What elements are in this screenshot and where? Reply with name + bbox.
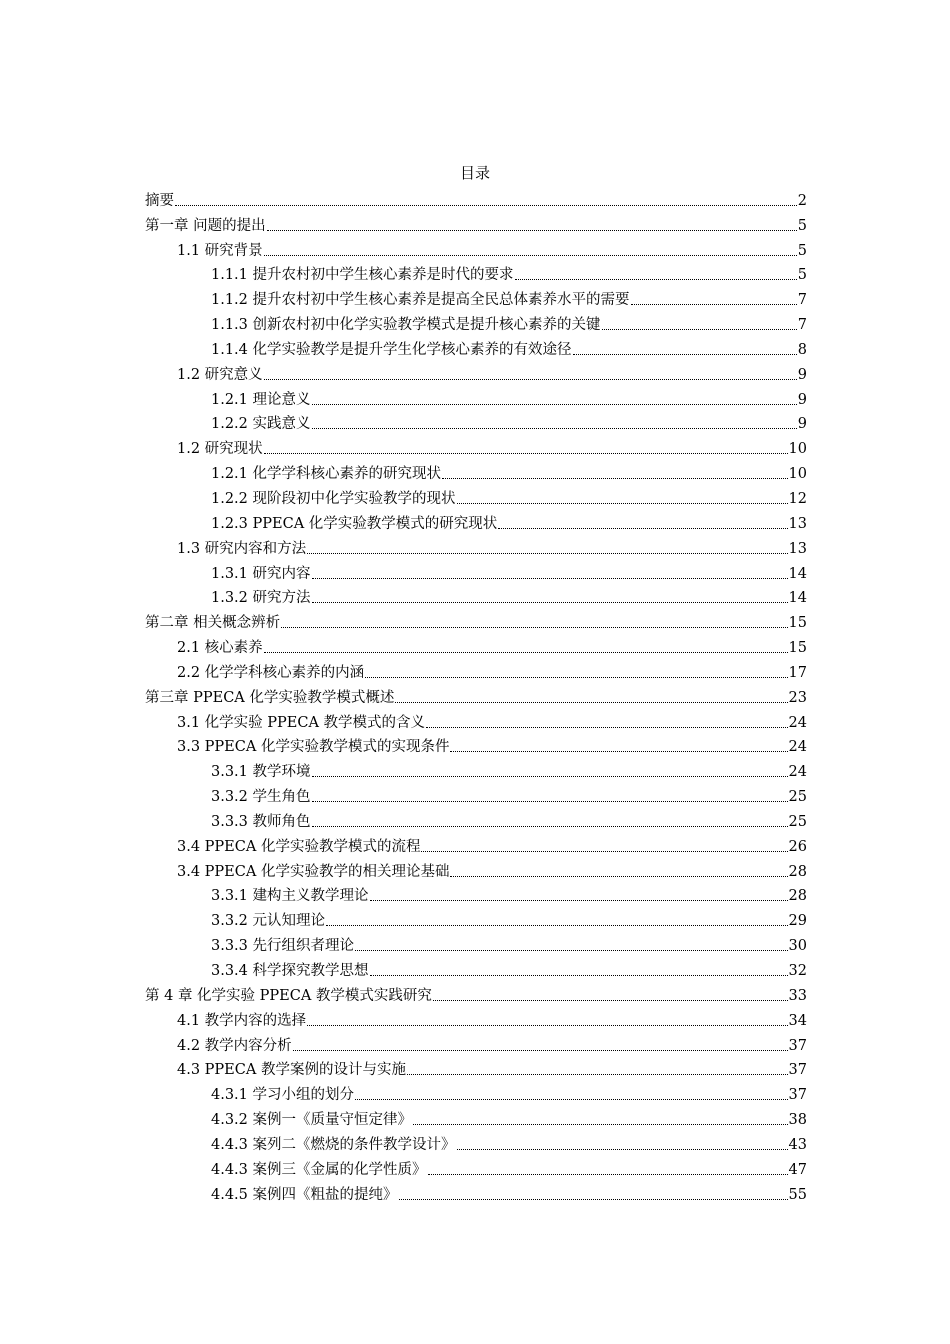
- toc-entry[interactable]: [145, 284, 807, 309]
- toc-dot-leader: [264, 453, 788, 454]
- toc-page-number: 37: [788, 1062, 807, 1079]
- toc-entry-title: 4.4.3 案例三《金属的化学性质》: [211, 1161, 427, 1178]
- toc-entry-title: 3.3.3 先行组织者理论: [211, 938, 355, 955]
- toc-entry-title: 1.2 研究现状: [177, 441, 263, 458]
- toc-page-number: 33: [788, 987, 807, 1004]
- toc-dot-leader: [602, 329, 797, 330]
- toc-entry[interactable]: [145, 583, 807, 608]
- toc-dot-leader: [312, 428, 797, 429]
- toc-page-number: 5: [797, 242, 807, 259]
- toc-dot-leader: [370, 900, 788, 901]
- toc-page-number: 30: [788, 938, 807, 955]
- toc-entry-title: 3.4 PPECA 化学实验教学模式的流程: [177, 838, 421, 855]
- toc-entry-title: 3.3.3 教师角色: [211, 813, 311, 830]
- toc-entry-title: 3.4 PPECA 化学实验教学的相关理论基础: [177, 863, 450, 880]
- toc-page-number: 15: [788, 640, 807, 657]
- toc-page-number: 8: [797, 341, 807, 358]
- toc-page-number: 10: [788, 441, 807, 458]
- toc-entry[interactable]: [145, 831, 807, 856]
- toc-entry[interactable]: [145, 384, 807, 409]
- toc-entry-title: 1.1.1 提升农村初中学生核心素养是时代的要求: [211, 267, 514, 284]
- toc-title: 目录: [459, 164, 490, 182]
- toc-dot-leader: [312, 826, 788, 827]
- toc-dot-leader: [267, 230, 797, 231]
- toc-entry[interactable]: [145, 409, 807, 434]
- toc-page-number: 25: [788, 813, 807, 830]
- toc-entry-title: 4.3.2 案例一《质量守恒定律》: [211, 1112, 413, 1129]
- toc-page-number: 13: [788, 515, 807, 532]
- toc-entry[interactable]: [145, 781, 807, 806]
- toc-page-number: 12: [788, 490, 807, 507]
- toc-dot-leader: [413, 1124, 788, 1125]
- toc-page-number: 26: [788, 838, 807, 855]
- toc-dot-leader: [307, 1025, 787, 1026]
- toc-entry-title: 3.3.2 元认知理论: [211, 913, 326, 930]
- toc-dot-leader: [433, 1000, 788, 1001]
- toc-entry-title: 1.3.1 研究内容: [211, 565, 311, 582]
- toc-dot-leader: [293, 1050, 788, 1051]
- toc-entry-title: 3.3.4 科学探究教学思想: [211, 963, 369, 979]
- toc-page-number: 28: [788, 863, 807, 880]
- toc-page-number: 14: [788, 565, 807, 582]
- toc-entry[interactable]: [145, 1129, 807, 1154]
- toc-entry-title: 第三章 PPECA 化学实验教学模式概述: [145, 689, 395, 706]
- toc-entry[interactable]: [145, 1154, 807, 1179]
- toc-entry-title: 1.2 研究意义: [177, 366, 263, 383]
- toc-entry[interactable]: [145, 955, 807, 980]
- toc-entry[interactable]: [145, 980, 807, 1005]
- toc-page-number: 38: [788, 1112, 807, 1129]
- toc-entry[interactable]: [145, 756, 807, 781]
- toc-entry[interactable]: [145, 1030, 807, 1055]
- toc-dot-leader: [312, 776, 788, 777]
- toc-page-number: 14: [788, 590, 807, 607]
- toc-page-number: 13: [788, 540, 807, 557]
- toc-entry[interactable]: [145, 1055, 807, 1080]
- toc-page-number: 24: [788, 714, 807, 731]
- toc-entry-title: 2.1 核心素养: [177, 640, 263, 657]
- toc-page-number: 25: [788, 789, 807, 806]
- toc-page-number: 47: [788, 1161, 807, 1178]
- toc-page-number: 24: [788, 764, 807, 781]
- toc-entry-title: 3.3.1 建构主义教学理论: [211, 888, 369, 905]
- toc-entry[interactable]: [145, 1179, 807, 1204]
- toc-entry[interactable]: [145, 707, 807, 732]
- toc-dot-leader: [307, 553, 787, 554]
- toc-page-number: 55: [788, 1186, 807, 1203]
- toc-entry-title: 1.2.1 化学学科核心素养的研究现状: [211, 466, 442, 483]
- toc-page-number: 17: [788, 664, 807, 681]
- toc-dot-leader: [281, 627, 787, 628]
- toc-entry-title: 4.2 教学内容分析: [177, 1037, 292, 1054]
- toc-entry-title: 4.3.1 学习小组的划分: [211, 1087, 355, 1104]
- toc-entry[interactable]: [145, 235, 807, 260]
- toc-entry[interactable]: [145, 881, 807, 906]
- toc-dot-leader: [428, 1174, 788, 1175]
- toc-entry[interactable]: [145, 607, 807, 632]
- toc-entry[interactable]: [145, 185, 807, 210]
- toc-entry-title: 摘要: [145, 192, 174, 209]
- toc-entry[interactable]: [145, 930, 807, 955]
- toc-dot-leader: [264, 652, 788, 653]
- toc-entry[interactable]: [145, 483, 807, 508]
- toc-page-number: 10: [788, 466, 807, 483]
- toc-page-number: 7: [797, 317, 807, 334]
- toc-entry[interactable]: [145, 1079, 807, 1104]
- toc-entry[interactable]: [145, 682, 807, 707]
- toc-entry[interactable]: [145, 1005, 807, 1030]
- toc-dot-leader: [370, 975, 788, 976]
- toc-entry-title: 4.4.3 案列二《燃烧的条件教学设计》: [211, 1136, 456, 1153]
- toc-dot-leader: [312, 578, 788, 579]
- toc-dot-leader: [407, 1074, 788, 1075]
- toc-entry[interactable]: [145, 657, 807, 682]
- toc-entry-title: 第一章 问题的提出: [145, 217, 266, 234]
- toc-entry[interactable]: [145, 732, 807, 757]
- toc-entry-title: 1.1.3 创新农村初中化学实验教学模式是提升核心素养的关键: [211, 317, 601, 334]
- toc-page-number: 9: [797, 416, 807, 433]
- toc-page-number: 15: [788, 615, 807, 632]
- toc-entry-title: 1.2.1 理论意义: [211, 391, 311, 408]
- toc-entry[interactable]: [145, 458, 807, 483]
- toc-entry[interactable]: [145, 1104, 807, 1129]
- toc-dot-leader: [573, 354, 797, 355]
- toc-dot-leader: [457, 503, 788, 504]
- toc-page-number: 5: [797, 217, 807, 234]
- toc-entry-title: 4.4.5 案例四《粗盐的提纯》: [211, 1186, 398, 1203]
- toc-dot-leader: [365, 677, 787, 678]
- toc-entry-title: 第 4 章 化学实验 PPECA 教学模式实践研究: [145, 987, 432, 1004]
- toc-entry[interactable]: [145, 309, 807, 334]
- toc-page-number: 37: [788, 1037, 807, 1054]
- toc-page-number: 34: [788, 1012, 807, 1029]
- toc-entry-title: 2.2 化学学科核心素养的内涵: [177, 664, 365, 681]
- toc-page-number: 29: [788, 913, 807, 930]
- toc-dot-leader: [326, 925, 788, 926]
- toc-dot-leader: [395, 702, 787, 703]
- toc-page-number: 28: [788, 888, 807, 905]
- table-of-contents: [145, 185, 807, 1204]
- toc-page-number: 37: [788, 1087, 807, 1104]
- toc-dot-leader: [442, 478, 788, 479]
- toc-entry-title: 1.3.2 研究方法: [211, 590, 311, 607]
- toc-page-number: 9: [797, 391, 807, 408]
- toc-entry[interactable]: [145, 533, 807, 558]
- toc-entry[interactable]: [145, 433, 807, 458]
- toc-entry-title: 3.3.2 学生角色: [211, 789, 311, 806]
- toc-dot-leader: [312, 602, 788, 603]
- toc-entry[interactable]: [145, 210, 807, 235]
- toc-dot-leader: [498, 528, 787, 529]
- toc-dot-leader: [450, 751, 787, 752]
- toc-page-number: 7: [797, 292, 807, 309]
- toc-entry-title: 3.3 PPECA 化学实验教学模式的实现条件: [177, 739, 450, 756]
- toc-entry[interactable]: [145, 334, 807, 359]
- toc-entry-title: 1.1 研究背景: [177, 242, 263, 259]
- toc-entry[interactable]: [145, 905, 807, 930]
- toc-dot-leader: [515, 279, 797, 280]
- toc-dot-leader: [312, 404, 797, 405]
- toc-dot-leader: [264, 379, 797, 380]
- toc-entry[interactable]: [145, 359, 807, 384]
- toc-entry-title: 1.2.3 PPECA 化学实验教学模式的研究现状: [211, 515, 498, 532]
- toc-entry-title: 4.1 教学内容的选择: [177, 1012, 307, 1029]
- toc-entry-title: 1.3 研究内容和方法: [177, 540, 307, 557]
- toc-page-number: 9: [797, 366, 807, 383]
- toc-entry[interactable]: [145, 260, 807, 285]
- toc-entry-title: 4.3 PPECA 教学案例的设计与实施: [177, 1062, 406, 1079]
- toc-dot-leader: [631, 304, 797, 305]
- toc-page-number: 23: [788, 689, 807, 706]
- toc-entry-title: 3.1 化学实验 PPECA 教学模式的含义: [177, 714, 426, 731]
- toc-page-number: 5: [797, 267, 807, 284]
- toc-entry[interactable]: [145, 806, 807, 831]
- toc-page-number: 43: [788, 1136, 807, 1153]
- toc-entry-title: 1.2.2 现阶段初中化学实验教学的现状: [211, 490, 456, 507]
- toc-dot-leader: [426, 727, 787, 728]
- toc-dot-leader: [421, 851, 787, 852]
- toc-dot-leader: [312, 801, 788, 802]
- toc-entry[interactable]: [145, 508, 807, 533]
- toc-page-number: 24: [788, 739, 807, 756]
- toc-dot-leader: [355, 950, 788, 951]
- toc-dot-leader: [450, 876, 787, 877]
- toc-entry[interactable]: [145, 632, 807, 657]
- toc-dot-leader: [264, 255, 797, 256]
- toc-entry[interactable]: [145, 558, 807, 583]
- toc-dot-leader: [399, 1199, 788, 1200]
- toc-dot-leader: [457, 1149, 788, 1150]
- toc-page-number: 2: [797, 192, 807, 209]
- toc-page-number: 32: [788, 963, 807, 979]
- toc-entry-title: 1.2.2 实践意义: [211, 416, 311, 433]
- toc-entry[interactable]: [145, 856, 807, 881]
- toc-dot-leader: [175, 205, 797, 206]
- toc-entry-title: 1.1.4 化学实验教学是提升学生化学核心素养的有效途径: [211, 341, 572, 358]
- toc-entry-title: 3.3.1 教学环境: [211, 764, 311, 781]
- toc-entry-title: 第二章 相关概念辨析: [145, 615, 281, 632]
- toc-entry-title: 1.1.2 提升农村初中学生核心素养是提高全民总体素养水平的需要: [211, 292, 630, 309]
- toc-dot-leader: [355, 1099, 788, 1100]
